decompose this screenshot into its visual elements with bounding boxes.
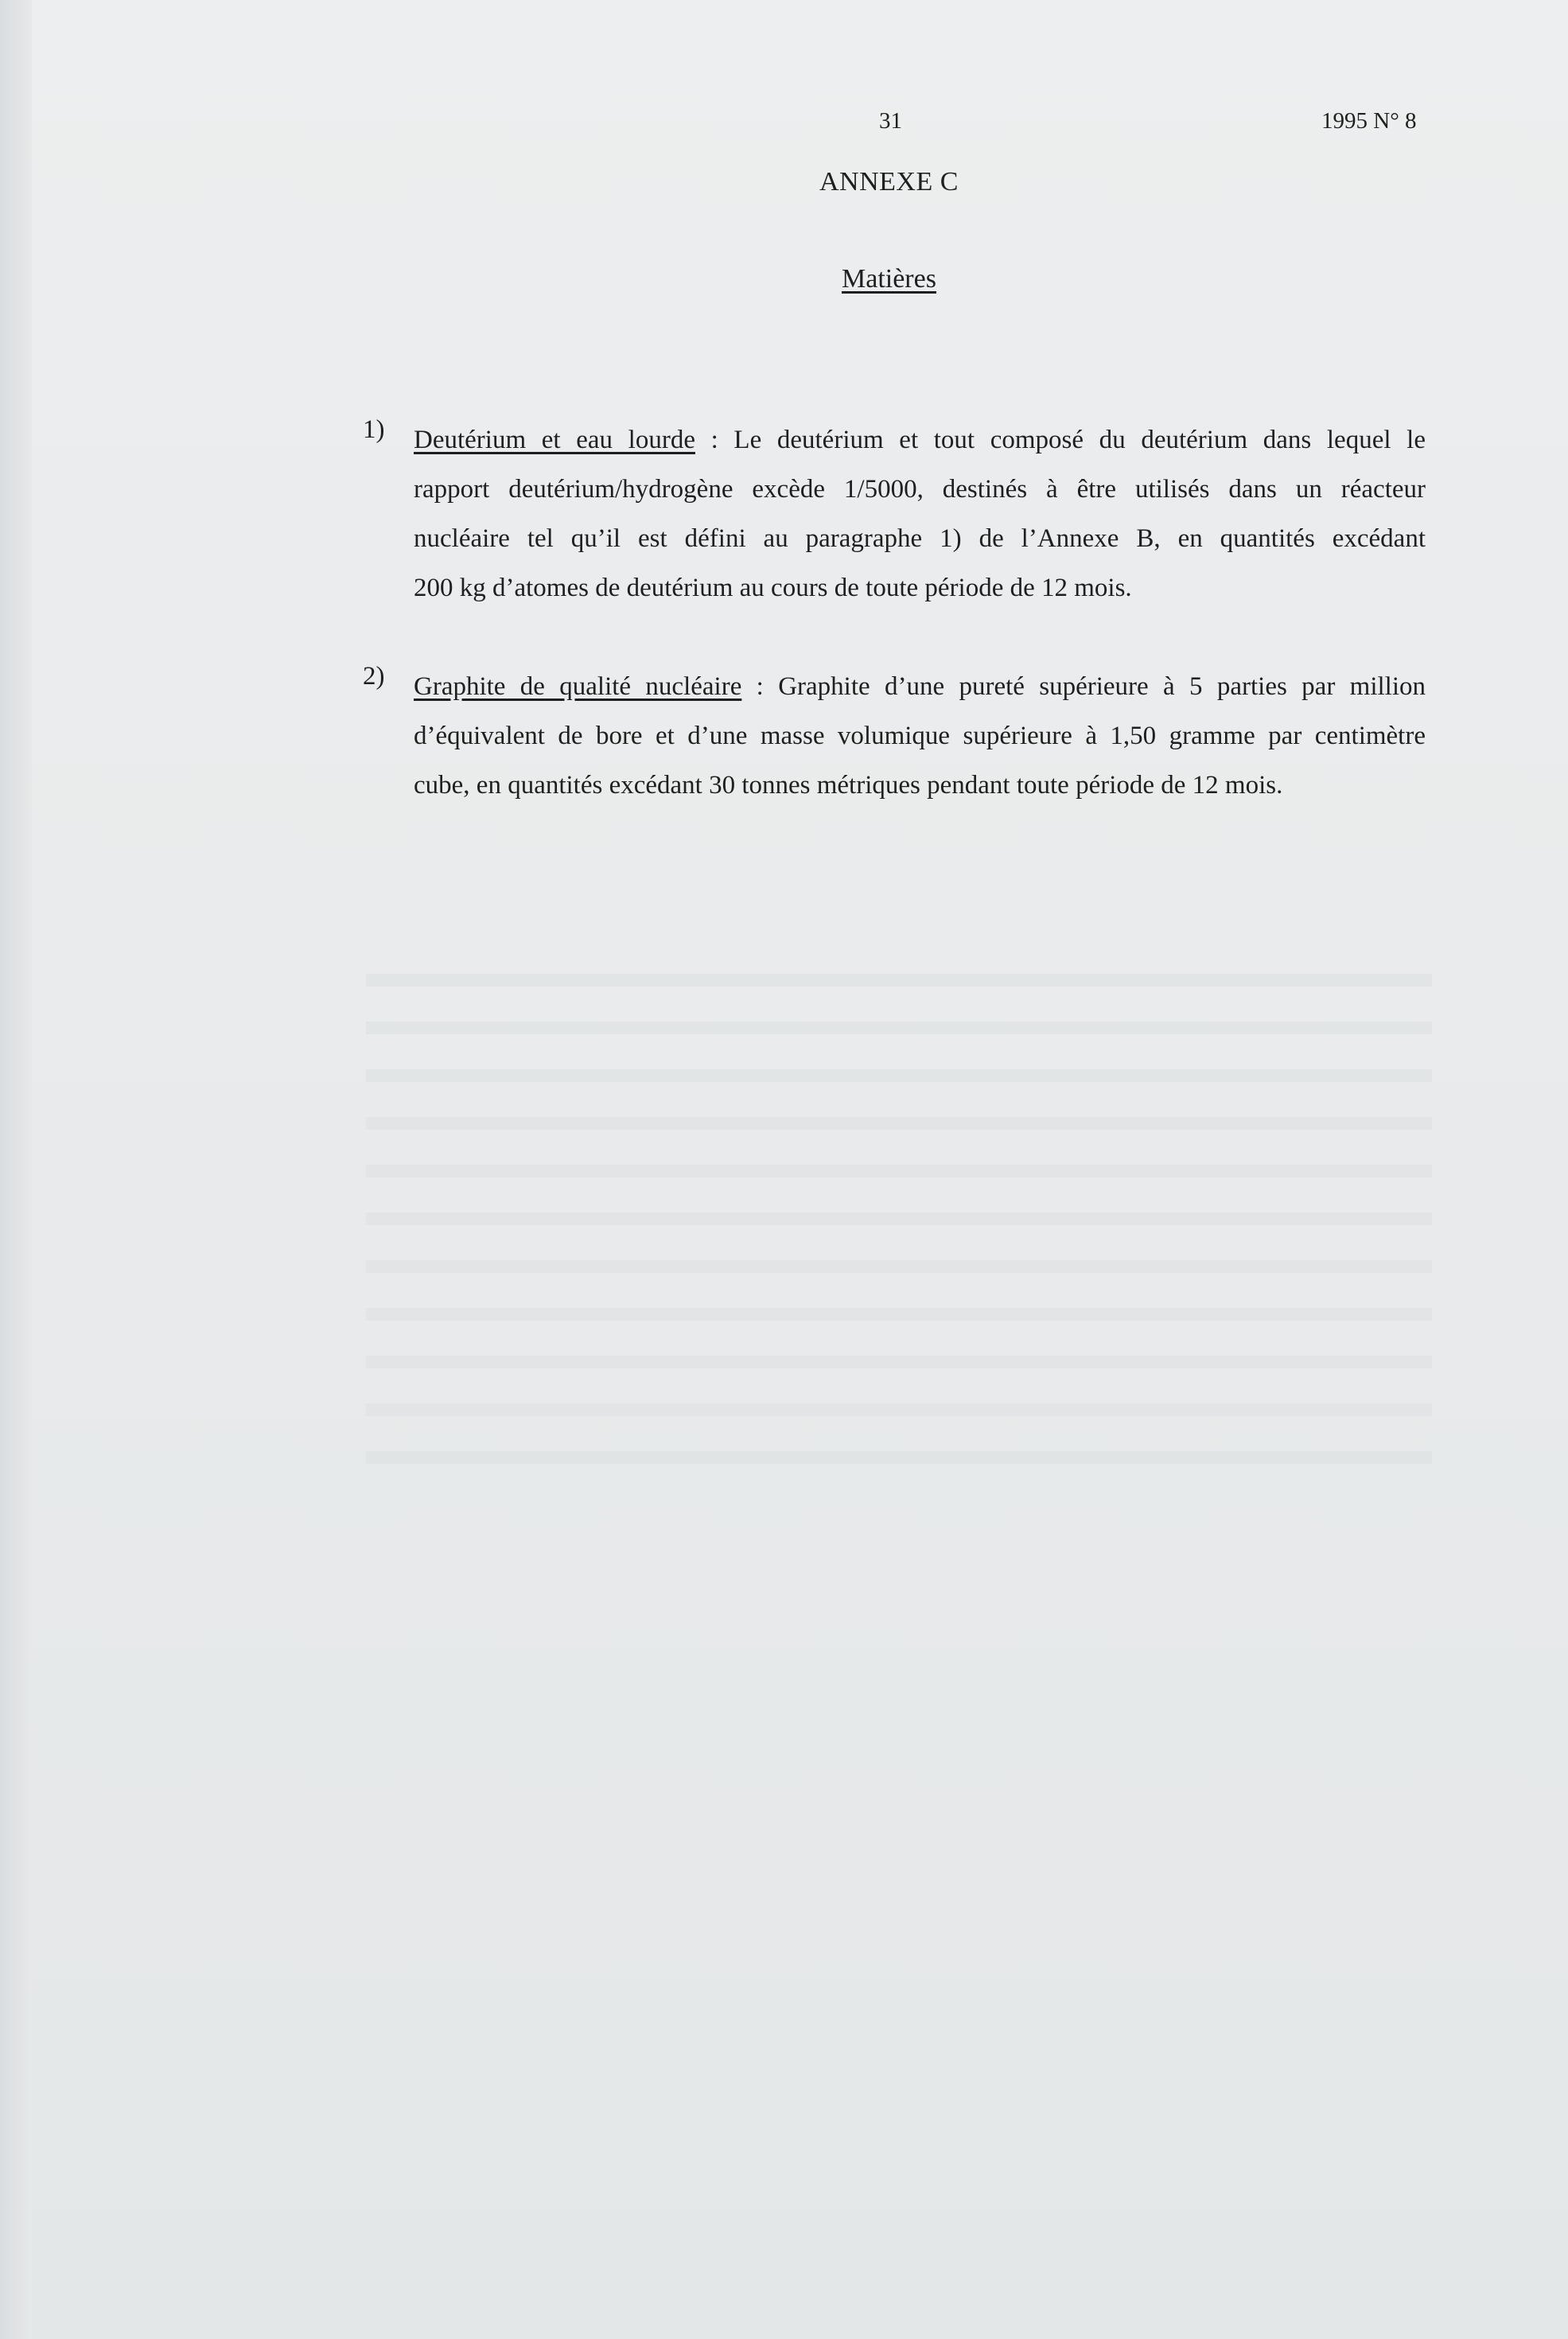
page-spine-shadow: [0, 0, 32, 2339]
item-term: Deutérium et eau lourde: [414, 426, 695, 454]
annex-subtitle: Matières: [842, 264, 936, 294]
item-line: d’équivalent de bore et d’une masse volumique supérieure à 1,50 gramme par centimètre: [414, 722, 1426, 750]
item-line: Graphite de qualité nucléaire : Graphite d’une pureté supérieure à 5 parties par million: [414, 672, 1426, 701]
item-line: cube, en quantités excédant 30 tonnes métriques pendant toute période de 12 mois.: [414, 771, 1283, 800]
issue-number: 1995 N° 8: [1321, 108, 1417, 134]
item-line: 200 kg d’atomes de deutérium au cours de toute période de 12 mois.: [414, 574, 1132, 602]
item-line: nucléaire tel qu’il est défini au paragraphe 1) de l’Annexe B, en quantités excédant: [414, 524, 1426, 553]
bleed-through-texture: [366, 939, 1432, 1496]
item-term: Graphite de qualité nucléaire: [414, 672, 742, 701]
item-body: [414, 415, 1426, 613]
annex-title: ANNEXE C: [819, 167, 959, 197]
item-number: 1): [363, 415, 385, 444]
item-line: rapport deutérium/hydrogène excède 1/5000, destinés à être utilisés dans un réacteur: [414, 475, 1426, 504]
page-number: 31: [879, 108, 902, 134]
item-line: Deutérium et eau lourde : Le deutérium et tout composé du deutérium dans lequel le: [414, 426, 1426, 454]
item-number: 2): [363, 662, 385, 691]
item-body: [414, 662, 1426, 810]
